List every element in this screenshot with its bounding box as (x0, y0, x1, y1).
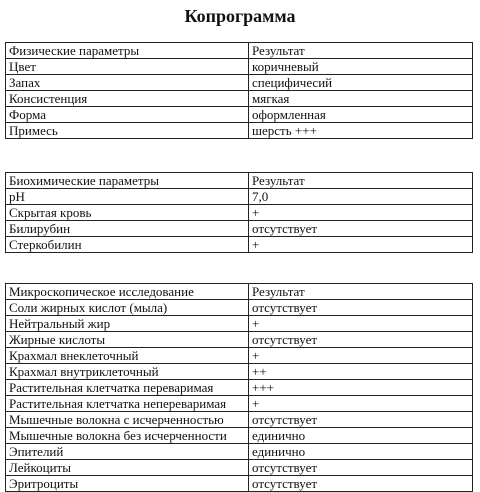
result-cell: единично (249, 428, 473, 444)
result-cell: единично (249, 444, 473, 460)
result-cell: коричневый (249, 59, 473, 75)
parameter-cell: Примесь (6, 123, 249, 139)
parameter-cell: Форма (6, 107, 249, 123)
result-cell: + (249, 396, 473, 412)
result-cell: отсутствует (249, 476, 473, 492)
biochemical-parameters-table (5, 172, 473, 253)
result-cell: Результат (249, 43, 473, 59)
page-title: Копрограмма (184, 6, 296, 26)
parameter-cell: Нейтральный жир (6, 316, 249, 332)
table-row (6, 59, 473, 75)
parameter-cell: Физические параметры (6, 43, 249, 59)
result-cell: + (249, 348, 473, 364)
table-row (6, 364, 473, 380)
result-cell: мягкая (249, 91, 473, 107)
table-row (6, 300, 473, 316)
table-row (6, 316, 473, 332)
table-row (6, 221, 473, 237)
table-row (6, 91, 473, 107)
table-row (6, 205, 473, 221)
table-header-row (6, 43, 473, 59)
parameter-cell: Скрытая кровь (6, 205, 249, 221)
physical-parameters-table (5, 42, 473, 139)
table-row (6, 412, 473, 428)
parameter-cell: Билирубин (6, 221, 249, 237)
result-cell: + (249, 316, 473, 332)
parameter-cell: Мышечные волокна без исчерченности (6, 428, 249, 444)
parameter-cell: Растительная клетчатка переваримая (6, 380, 249, 396)
table-row (6, 107, 473, 123)
result-cell: отсутствует (249, 412, 473, 428)
parameter-cell: Растительная клетчатка непереваримая (6, 396, 249, 412)
parameter-cell: Цвет (6, 59, 249, 75)
table-row (6, 348, 473, 364)
table-row (6, 476, 473, 492)
result-cell: Результат (249, 284, 473, 300)
result-cell: + (249, 205, 473, 221)
parameter-cell: Крахмал внеклеточный (6, 348, 249, 364)
table-row (6, 332, 473, 348)
result-cell: отсутствует (249, 300, 473, 316)
parameter-cell: Эритроциты (6, 476, 249, 492)
parameter-cell: Биохимические параметры (6, 173, 249, 189)
parameter-cell: Крахмал внутриклеточный (6, 364, 249, 380)
parameter-cell: Запах (6, 75, 249, 91)
parameter-cell: Консистенция (6, 91, 249, 107)
table-row (6, 396, 473, 412)
parameter-cell: Жирные кислоты (6, 332, 249, 348)
table-header-row (6, 173, 473, 189)
result-cell: оформленная (249, 107, 473, 123)
table-row (6, 428, 473, 444)
result-cell: ++ (249, 364, 473, 380)
parameter-cell: Стеркобилин (6, 237, 249, 253)
parameter-cell: Соли жирных кислот (мыла) (6, 300, 249, 316)
table-row (6, 380, 473, 396)
parameter-cell: Лейкоциты (6, 460, 249, 476)
parameter-cell: pH (6, 189, 249, 205)
parameter-cell: Мышечные волокна с исчерченностью (6, 412, 249, 428)
table-row (6, 123, 473, 139)
result-cell: отсутствует (249, 460, 473, 476)
table-row (6, 460, 473, 476)
result-cell: +++ (249, 380, 473, 396)
result-cell: + (249, 237, 473, 253)
microscopic-examination-table (5, 283, 473, 492)
table-row (6, 237, 473, 253)
result-cell: Результат (249, 173, 473, 189)
table-row (6, 444, 473, 460)
result-cell: отсутствует (249, 332, 473, 348)
parameter-cell: Эпителий (6, 444, 249, 460)
table-row (6, 75, 473, 91)
table-row (6, 189, 473, 205)
table-header-row (6, 284, 473, 300)
result-cell: шерсть +++ (249, 123, 473, 139)
result-cell: 7,0 (249, 189, 473, 205)
result-cell: специфичесий (249, 75, 473, 91)
parameter-cell: Микроскопическое исследование (6, 284, 249, 300)
result-cell: отсутствует (249, 221, 473, 237)
